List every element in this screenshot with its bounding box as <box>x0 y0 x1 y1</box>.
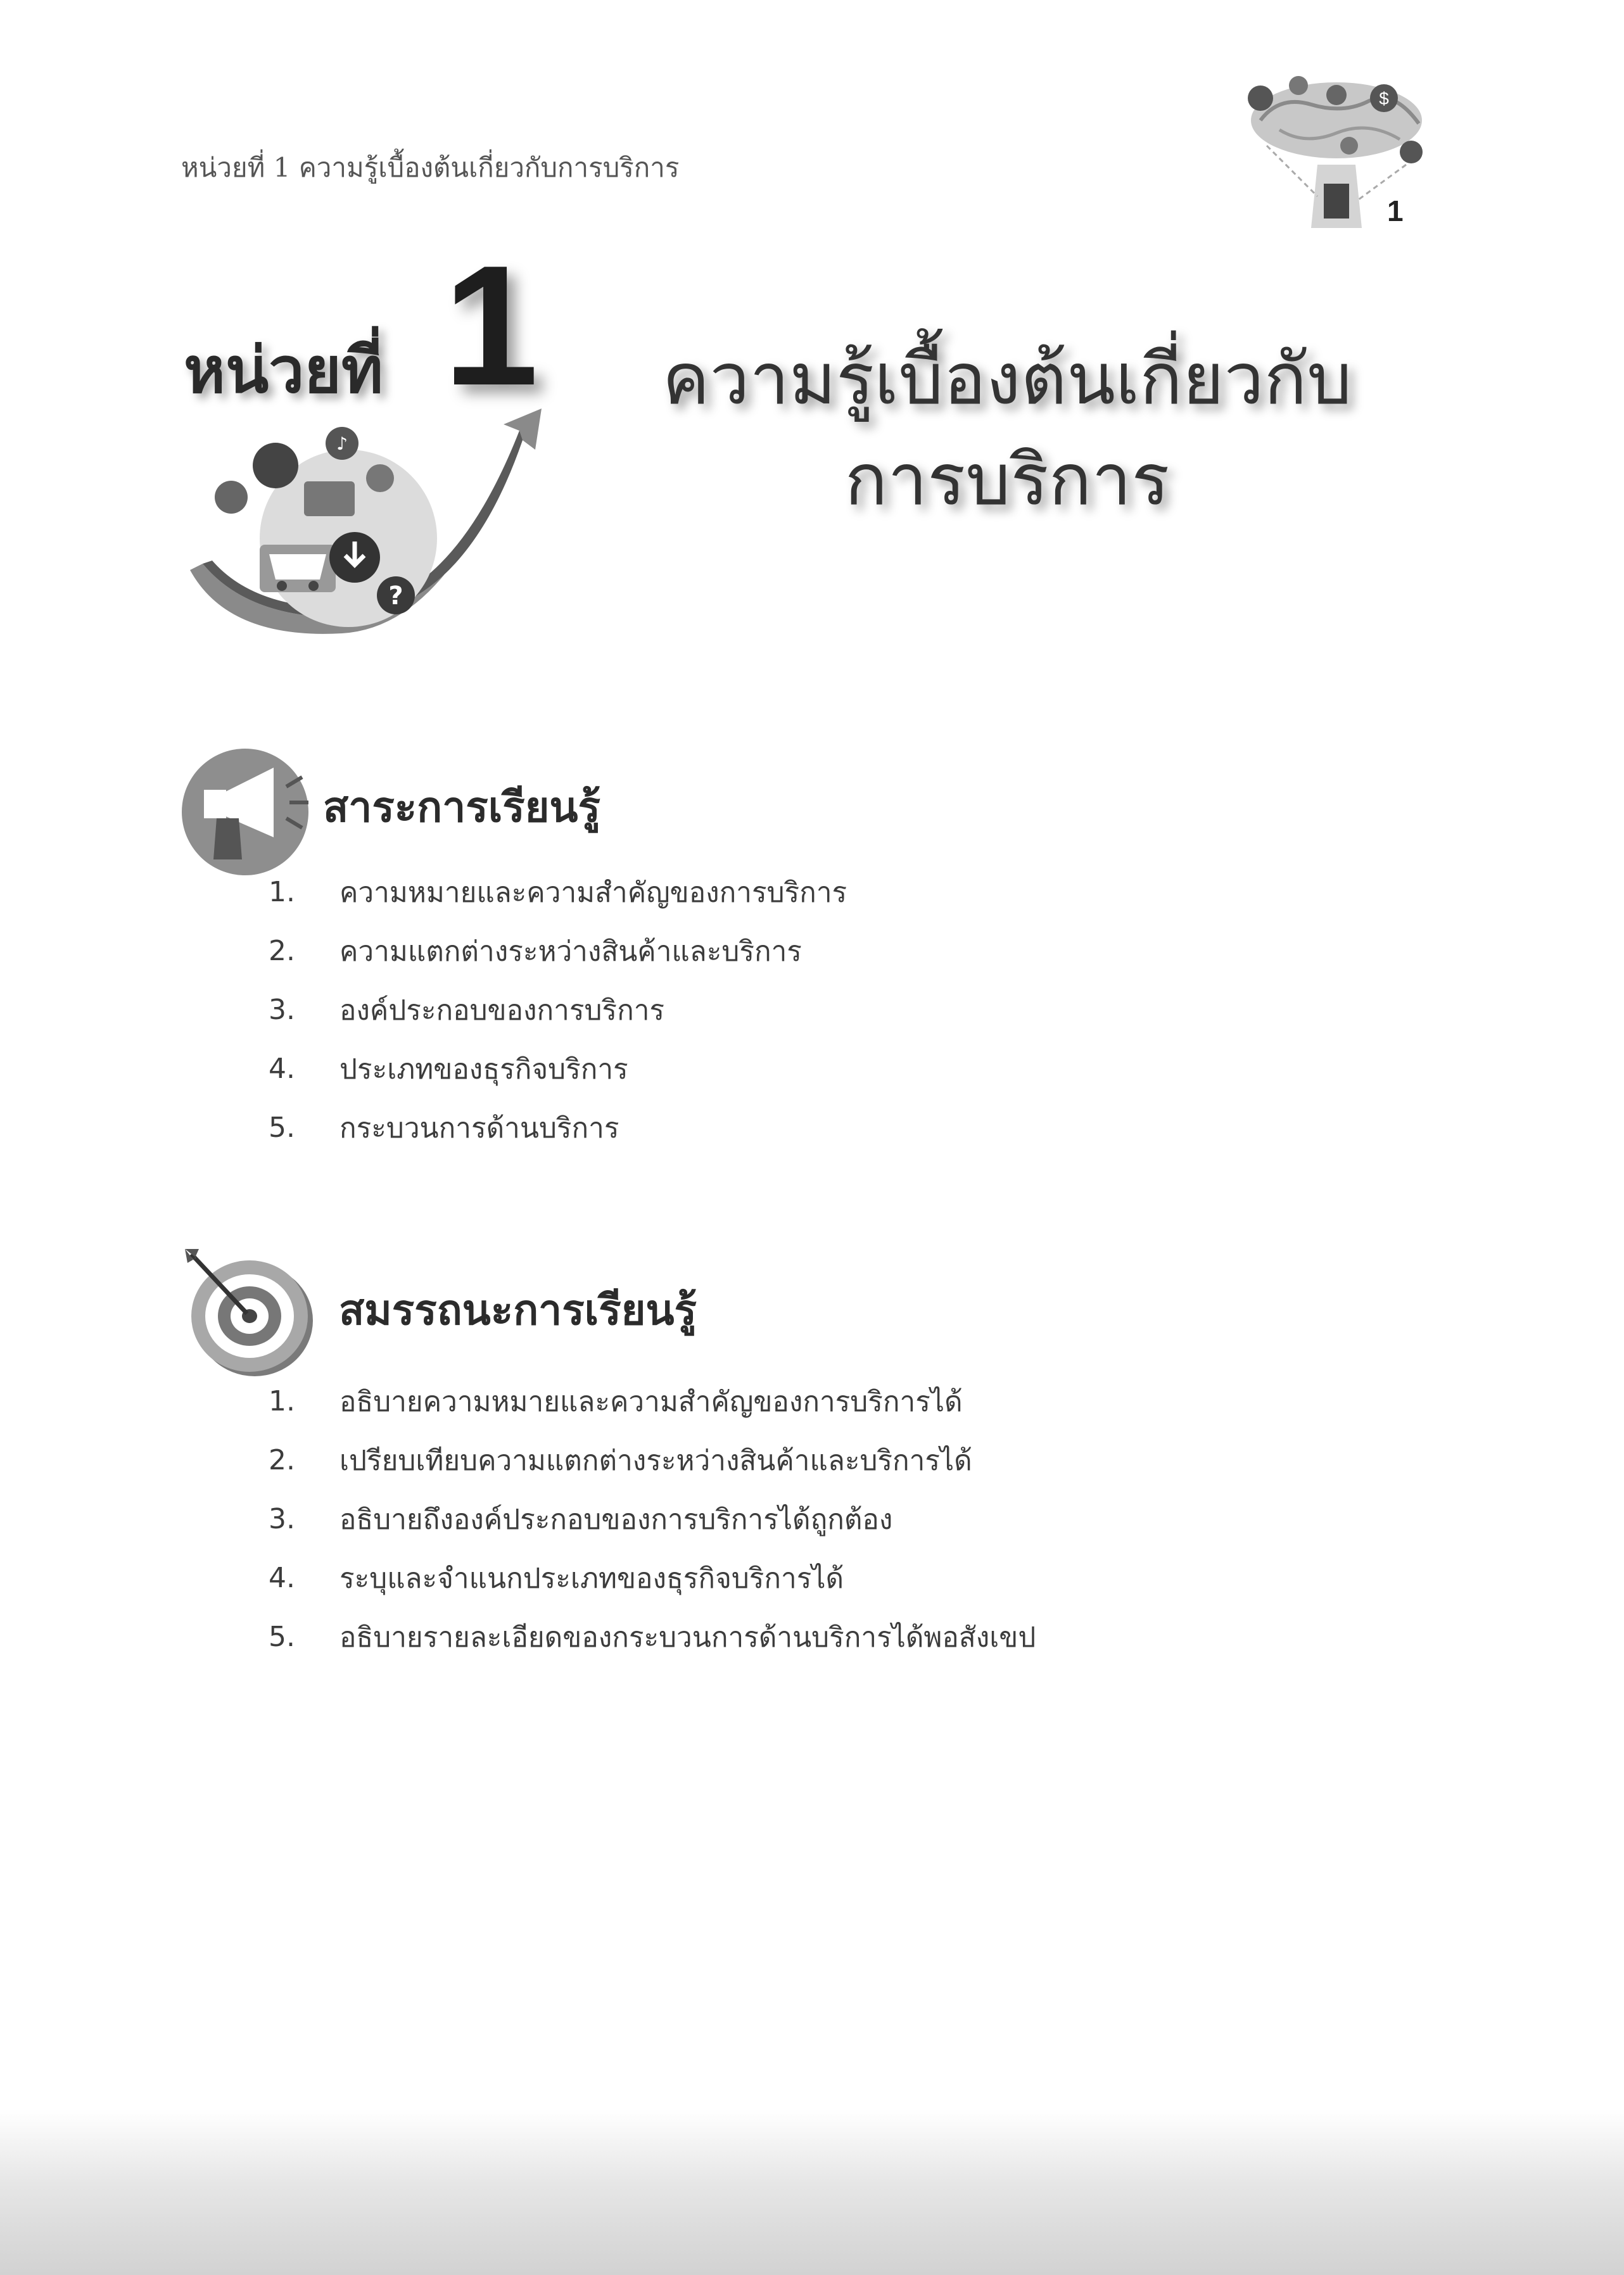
item-text: กระบวนการด้านบริการ <box>339 1112 619 1144</box>
item-number: 1. <box>269 876 295 908</box>
svg-text:$: $ <box>1379 89 1389 108</box>
running-header: หน่วยที่ 1 ความรู้เบื้องต้นเกี่ยวกับการบริการ <box>181 152 680 183</box>
megaphone-icon <box>179 742 318 882</box>
item-text: ความหมายและความสำคัญของการบริการ <box>339 876 847 909</box>
item-number: 1. <box>269 1385 295 1417</box>
item-number: 2. <box>269 935 295 967</box>
digital-services-illustration <box>177 405 545 646</box>
page-number: 1 <box>1387 194 1404 227</box>
item-number: 3. <box>269 994 295 1026</box>
learning-contents-heading: สาระการเรียนรู้ <box>323 783 600 832</box>
item-text: เปรียบเทียบความแตกต่างระหว่างสินค้าและบริการได้ <box>339 1444 972 1477</box>
unit-title <box>608 329 1406 531</box>
item-number: 3. <box>269 1503 295 1535</box>
unit-title-line-1: ความรู้เบื้องต้นเกี่ยวกับ <box>662 338 1352 421</box>
learning-contents-list <box>269 863 847 1157</box>
unit-number: 1 <box>443 231 539 421</box>
item-text: ประเภทของธุรกิจบริการ <box>339 1053 628 1086</box>
svg-text:♪: ♪ <box>336 433 348 454</box>
list-item <box>269 1431 1036 1490</box>
svg-text:?: ? <box>388 581 403 611</box>
item-text: อธิบายรายละเอียดของกระบวนการด้านบริการได้พอสังเขป <box>339 1621 1036 1654</box>
list-item <box>269 1607 1036 1666</box>
list-item <box>269 980 847 1039</box>
list-item <box>269 1039 847 1098</box>
item-text: องค์ประกอบของการบริการ <box>339 994 665 1027</box>
unit-label: หน่วยที่ <box>184 333 383 407</box>
list-item <box>269 922 847 980</box>
item-text: ระบุและจำแนกประเภทของธุรกิจบริการได้ <box>339 1562 844 1595</box>
item-number: 4. <box>269 1562 295 1594</box>
item-text: อธิบายถึงองค์ประกอบของการบริการได้ถูกต้อง <box>339 1503 893 1536</box>
list-item <box>269 1098 847 1157</box>
list-item <box>269 1549 1036 1607</box>
footer-band <box>0 2109 1624 2275</box>
item-number: 5. <box>269 1112 295 1144</box>
item-text: อธิบายความหมายและความสำคัญของการบริการได้ <box>339 1385 963 1418</box>
item-number: 4. <box>269 1053 295 1085</box>
list-item <box>269 863 847 922</box>
item-text: ความแตกต่างระหว่างสินค้าและบริการ <box>339 935 802 968</box>
target-icon <box>179 1241 318 1381</box>
unit-title-line-2: การบริการ <box>844 439 1170 522</box>
list-item <box>269 1372 1036 1431</box>
item-number: 2. <box>269 1444 295 1476</box>
learning-competencies-list <box>269 1372 1036 1666</box>
list-item <box>269 1490 1036 1549</box>
learning-competencies-heading: สมรรถนะการเรียนรู้ <box>339 1286 697 1334</box>
item-number: 5. <box>269 1621 295 1653</box>
